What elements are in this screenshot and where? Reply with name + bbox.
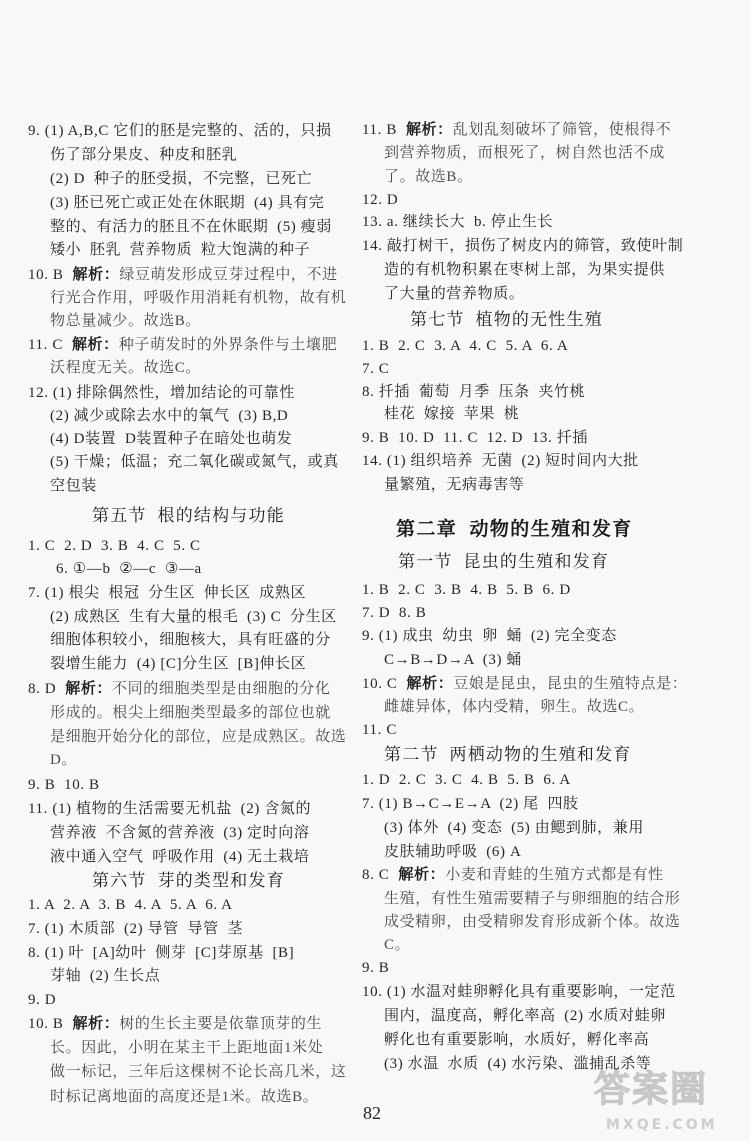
analysis-line: 成受精卵，由受精卵发育形成新个体。故选 (384, 914, 681, 930)
analysis-line: C。 (384, 937, 411, 953)
analysis-line: 了。故选B。 (384, 169, 473, 185)
answer-line: 1. C 2. D 3. B 4. C 5. C (28, 538, 201, 554)
answer-line: 裂增生能力 (4) [C]分生区 [B]伸长区 (50, 656, 307, 672)
answer-number: 10. C (362, 676, 398, 692)
left-column (28, 0, 358, 1141)
answer-line: 芽轴 (2) 生长点 (50, 968, 161, 984)
answer-number: 10. B (28, 267, 64, 283)
answer-line: (2) D 种子的胚受损，不完整，已死亡 (50, 171, 313, 187)
analysis-line: 到营养物质，而根死了，树自然也活不成 (384, 145, 665, 161)
analysis-label: 解析： (72, 267, 120, 283)
answer-line: 11. (1) 植物的生活需要无机盐 (2) 含氮的 (28, 801, 312, 817)
answer-line: 14. 敲打树干，损伤了树皮内的筛管，致使叶制 (362, 238, 684, 254)
analysis-label: 解析： (71, 337, 119, 353)
answer-line: 9. B 10. B (28, 777, 100, 793)
analysis-text: 种子萌发时的外界条件与土壤肥 (118, 337, 338, 353)
answer-line: 9. B (362, 960, 390, 976)
analysis-text: 乱划乱刻破坏了筛管，使根得不 (452, 122, 672, 138)
answer-line (28, 678, 330, 700)
analysis-line: D。 (50, 752, 78, 768)
answer-line: 8. (1) 叶 [A]幼叶 侧芽 [C]芽原基 [B] (28, 945, 295, 961)
answer-line: 皮肤辅助呼吸 (6) A (384, 844, 522, 860)
answer-line: (3) 水温 水质 (4) 水污染、滥捕乱杀等 (384, 1056, 652, 1072)
answer-line: 1. B 2. C 3. A 4. C 5. A 6. A (362, 338, 569, 354)
chapter-heading: 第二章 动物的生殖和发育 (396, 519, 633, 540)
right-column (362, 0, 732, 1141)
section-heading: 第一节 昆虫的生殖和发育 (398, 552, 610, 571)
answer-line: 桂花 嫁接 苹果 桃 (384, 406, 520, 422)
watermark-logo-text: 答案圈 (594, 1069, 709, 1110)
answer-line: 1. A 2. A 3. B 4. A 5. A 6. A (28, 897, 233, 913)
answer-line: 围内，温度高，孵化率高 (2) 水质对蛙卵 (384, 1008, 666, 1024)
section-heading: 第二节 两栖动物的生殖和发育 (384, 745, 632, 764)
answer-line: 量繁殖，无病毒害等 (384, 477, 525, 493)
analysis-line: 是细胞开始分化的部位，应是成熟区。故选 (50, 729, 347, 745)
answer-line: 造的有机物积累在枣树上部，为果实提供 (384, 262, 665, 278)
analysis-line: 行光合作用，呼吸作用消耗有机物，故有机 (50, 290, 347, 306)
analysis-line: 生殖，有性生殖需要精子与卵细胞的结合形 (384, 891, 681, 907)
answer-line: (4) D装置 D装置种子在暗处也萌发 (50, 431, 293, 447)
answer-line: (3) 体外 (4) 变态 (5) 由鳃到肺，兼用 (384, 820, 644, 836)
answer-line (362, 673, 687, 695)
answer-line: 营养液 不含氮的营养液 (3) 定时向溶 (50, 825, 310, 841)
answer-line: 整的、有活力的胚且不在休眠期 (5) 瘦弱 (50, 219, 332, 235)
answer-line: 7. C (362, 361, 390, 377)
answer-line: 13. a. 继续长大 b. 停止生长 (362, 214, 554, 230)
answer-line: 9. (1) 成虫 幼虫 卵 蛹 (2) 完全变态 (362, 628, 617, 644)
answer-line: 7. (1) 木质部 (2) 导管 导管 茎 (28, 921, 243, 937)
analysis-line: 雌雄异体，体内受精，卵生。故选C。 (384, 699, 645, 715)
section-heading: 第六节 芽的类型和发育 (92, 871, 285, 890)
answer-line: (2) 成熟区 生有大量的根毛 (3) C 分生区 (50, 609, 337, 625)
answer-line: 7. D 8. B (362, 605, 427, 621)
answer-line: 7. (1) 根尖 根冠 分生区 伸长区 成熟区 (28, 585, 307, 601)
page-number: 82 (363, 1103, 381, 1123)
section-heading: 第七节 植物的无性生殖 (410, 310, 603, 329)
analysis-line: 物总量减少。故选B。 (50, 313, 202, 329)
answer-line: 6. ①—b ②—c ③—a (56, 561, 202, 577)
answer-line: 孵化也有重要影响，水质好，孵化率高 (384, 1032, 650, 1048)
answer-line: 9. D (28, 992, 57, 1008)
analysis-text: 树的生长主要是依靠顶芽的生 (119, 1016, 323, 1032)
analysis-text: 绿豆萌发形成豆芽过程中，不进 (119, 267, 338, 283)
answer-line: 9. B 10. D 11. C 12. D 13. 扦插 (362, 430, 588, 446)
answer-line: (5) 干燥；低温；充二氧化碳或氮气，或真 (50, 454, 339, 470)
answer-number: 8. C (362, 867, 390, 883)
answer-line: 空包装 (50, 478, 97, 494)
answer-line: C→B→D→A (3) 蛹 (384, 652, 522, 668)
answer-line: 矮小 胚乳 营养物质 粒大饱满的种子 (50, 242, 311, 258)
analysis-label: 解析： (65, 681, 113, 697)
answer-line: 11. C (362, 722, 397, 738)
analysis-line: 时标记离地面的高度还是1米。故选B。 (50, 1089, 319, 1105)
answer-line: (3) 胚已死亡或正处在休眠期 (4) 具有完 (50, 195, 325, 211)
analysis-label: 解析： (72, 1016, 120, 1032)
answer-line: 8. 扦插 葡萄 月季 压条 夹竹桃 (362, 384, 586, 400)
answer-line (362, 864, 664, 886)
answer-number: 8. D (28, 681, 57, 697)
analysis-text: 豆娘是昆虫，昆虫的生殖特点是： (453, 676, 688, 692)
analysis-text: 不同的细胞类型是由细胞的分化 (112, 681, 331, 697)
analysis-line: 形成的。根尖上细胞类型最多的部位也就 (50, 705, 331, 721)
answer-line: 1. B 2. C 3. B 4. B 5. B 6. D (362, 582, 571, 598)
answer-line: 了大量的营养物质。 (384, 286, 525, 302)
answer-line: 1. D 2. C 3. C 4. B 5. B 6. A (362, 772, 571, 788)
answer-line (28, 334, 337, 356)
answer-line: 液中通入空气 呼吸作用 (4) 无土栽培 (50, 849, 310, 865)
watermark-logo (594, 1068, 744, 1138)
section-heading: 第五节 根的结构与功能 (92, 506, 285, 525)
answer-number: 10. B (28, 1016, 64, 1032)
analysis-line: 沃程度无关。故选C。 (50, 360, 202, 376)
answer-number: 11. C (28, 337, 63, 353)
answer-line: 7. (1) B→C→E→A (2) 尾 四肢 (362, 796, 579, 812)
analysis-line: 做一标记，三年后这棵树不论长高几米，这 (50, 1064, 347, 1080)
analysis-line: 长。因此，小明在某主干上距地面1米处 (50, 1040, 324, 1056)
answer-line: 12. D (362, 192, 399, 208)
answer-line: 12. (1) 排除偶然性，增加结论的可靠性 (28, 385, 295, 401)
analysis-text: 小麦和青蛙的生殖方式都是有性 (445, 867, 664, 883)
answer-line: 细胞体积较小，细胞核大，具有旺盛的分 (50, 632, 331, 648)
answer-line (362, 119, 671, 141)
answer-line: (2) 减少或除去水中的氧气 (3) B,D (50, 408, 289, 424)
answer-line: 9. (1) A,B,C 它们的胚是完整的、活的，只损 (28, 123, 332, 139)
answer-line: 14. (1) 组织培养 无菌 (2) 短时间内大批 (362, 453, 639, 469)
answer-line: 伤了部分果皮、种皮和胚乳 (50, 147, 238, 163)
analysis-label: 解析： (405, 122, 453, 138)
answer-number: 11. B (362, 122, 397, 138)
analysis-label: 解析： (406, 676, 454, 692)
answer-line (28, 264, 338, 286)
watermark-site-text: MXQE.COM (606, 1117, 718, 1133)
answer-line (28, 1013, 322, 1035)
answer-line: 10. (1) 水温对蛙卵孵化具有重要影响，一定范 (362, 984, 676, 1000)
analysis-label: 解析： (398, 867, 446, 883)
